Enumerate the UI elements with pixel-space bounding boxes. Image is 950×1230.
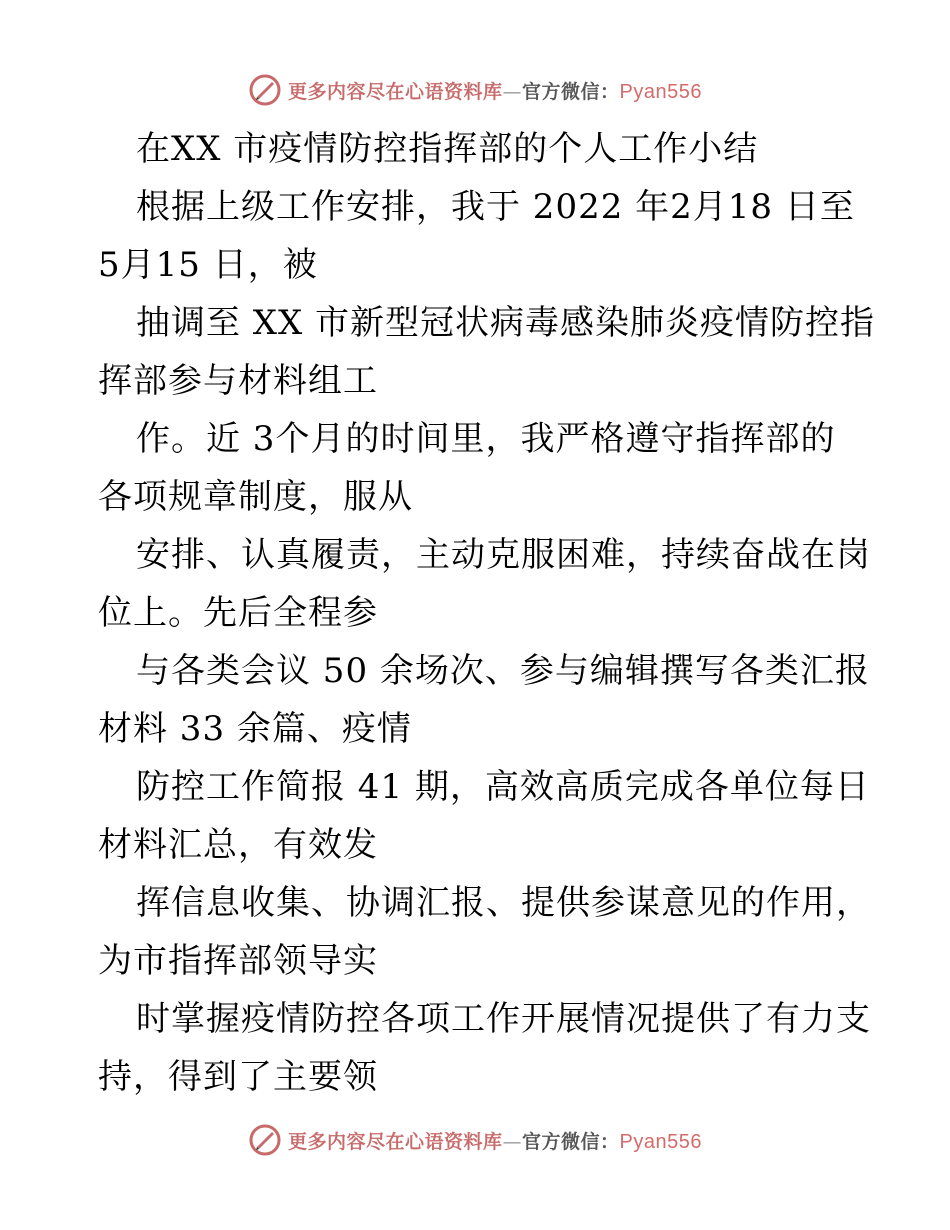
paragraph-line: 安排、认真履责，主动克服困难，持续奋战在岗 (136, 535, 871, 575)
paragraph-line: 挥信息收集、协调汇报、提供参谋意见的作用， (136, 883, 871, 923)
watermark-separator: — (502, 80, 523, 103)
paragraph-line: 持，得到了主要领 (98, 1057, 378, 1097)
paragraph-line: 时掌握疫情防控各项工作开展情况提供了有力支 (136, 999, 871, 1039)
quill-logo-icon (248, 73, 282, 107)
footer-watermark (0, 1120, 950, 1160)
paragraph-line: 作。近 3个月的时间里，我严格遵守指挥部的 (136, 419, 836, 459)
watermark-wechat-id: Pyan556 (619, 1130, 702, 1153)
watermark-brand: 更多内容尽在心语资料库 (288, 80, 503, 103)
watermark-separator: — (502, 1130, 523, 1153)
paragraph-line: 各项规章制度，服从 (98, 477, 413, 517)
paragraph-line: 与各类会议 50 余场次、参与编辑撰写各类汇报 (136, 651, 870, 691)
watermark-wechat-id: Pyan556 (619, 80, 702, 103)
header-watermark (0, 70, 950, 110)
watermark-brand: 更多内容尽在心语资料库 (288, 1130, 503, 1153)
paragraph-line: 材料汇总，有效发 (98, 825, 378, 865)
paragraph-line: 位上。先后全程参 (98, 593, 378, 633)
paragraph-line: 5月15 日，被 (98, 245, 318, 285)
watermark-official-label: 官方微信： (522, 1130, 620, 1153)
watermark-official-label: 官方微信： (522, 80, 620, 103)
paragraph-line: 为市指挥部领导实 (98, 941, 378, 981)
document-title: 在XX 市疫情防控指挥部的个人工作小结 (136, 129, 759, 169)
paragraph-line: 根据上级工作安排，我于 2022 年2月18 日至 (136, 187, 855, 227)
document-body (98, 120, 876, 1106)
paragraph-line: 抽调至 XX 市新型冠状病毒感染肺炎疫情防控指 (136, 303, 876, 343)
quill-logo-icon (248, 1123, 282, 1157)
paragraph-line: 挥部参与材料组工 (98, 361, 378, 401)
paragraph-line: 材料 33 余篇、疫情 (98, 709, 412, 749)
paragraph-line: 防控工作简报 41 期，高效高质完成各单位每日 (136, 767, 870, 807)
